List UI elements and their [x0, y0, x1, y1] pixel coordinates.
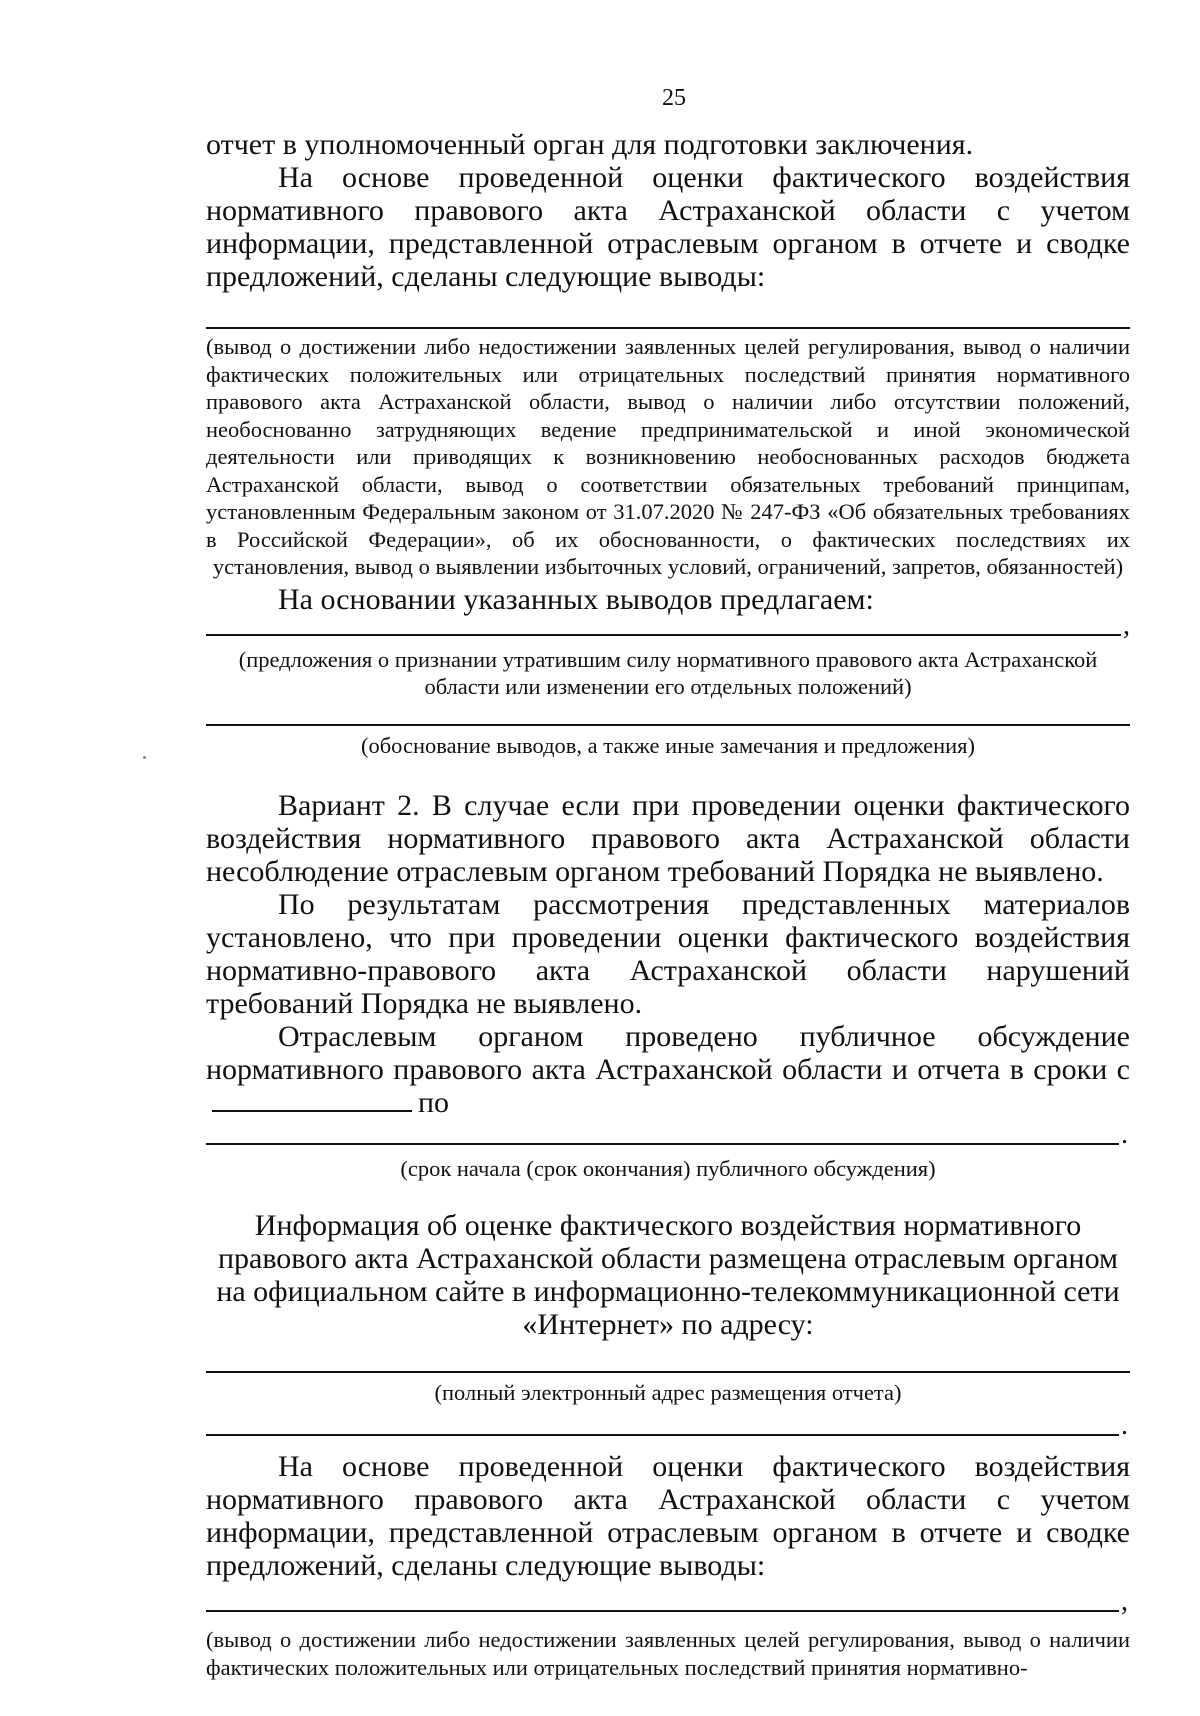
blank-line-justification	[206, 724, 1130, 726]
blank-line-conclusions	[206, 327, 1130, 329]
public-discussion-po: по	[418, 1086, 450, 1119]
blank-line-proposals-comma: ,	[1123, 609, 1130, 641]
blank-line-address	[206, 1371, 1130, 1373]
caption-justification: (обоснование выводов, а также иные замечания и предложения)	[360, 732, 976, 758]
page-number: 25	[662, 85, 686, 111]
page-content	[206, 128, 1130, 1681]
margin-speck	[143, 756, 146, 759]
blank-line-dates	[206, 1119, 1128, 1150]
blank-line-dates-rule	[206, 1143, 1119, 1145]
blank-line-proposals	[206, 609, 1130, 641]
blank-line-proposals-rule	[206, 634, 1121, 636]
blank-line-dates-period: .	[1121, 1119, 1128, 1150]
public-discussion-text: Отраслевым органом проведено публичное обсуждение нормативного правового акта Астраханской области и отчета в сроки с	[206, 1020, 1130, 1086]
blank-line-conclusions-2	[206, 1586, 1128, 1617]
paragraph-info-placement: Информация об оценке фактического воздействия нормативного правового акта Астраханской области размещена отраслевым органом на официальном сайте в информационно-телекоммуникационной сети «Интернет» по адресу:	[216, 1208, 1120, 1341]
caption-address: (полный электронный адрес размещения отчета)	[434, 1379, 902, 1405]
blank-line-address-2-rule	[206, 1434, 1119, 1436]
paragraph-conclusions-intro-2: На основе проведенной оценки фактического воздействия нормативного правового акта Астраханской области с учетом информации, представленной отраслевым органом в отчете и сводке предложений, сделаны следующие выводы:	[206, 1450, 1130, 1582]
paragraph-proposals-intro: На основании указанных выводов предлагаем:	[278, 582, 874, 616]
caption-conclusions: (вывод о достижении либо недостижении заявленных целей регулирования, вывод о наличии фактических положительных или отрицательных последствий принятия нормативного правового акта Астраханской области, вывод о наличии либо отсутствии положений, необоснованно затрудняющих ведение предпринимательской и иной экономической деятельности или приводящих к возникновению необоснованных расходов бюджета Астраханской области, вывод о соответствии обязательных требований принципам, установленным Федеральным законом от 31.07.2020 № 247-ФЗ «Об обязательных требованиях в Российской Федерации», об их обоснованности, о фактических последствиях их установления, вывод о выявлении избыточных условий, ограничений, запретов, обязанностей)	[206, 334, 1130, 579]
caption-dates: (срок начала (срок окончания) публичного обсуждения)	[400, 1156, 936, 1181]
blank-date-start	[212, 1086, 412, 1112]
paragraph-variant-2: Вариант 2. В случае если при проведении оценки фактического воздействия нормативного правового акта Астраханской области несоблюдение отраслевым органом требований Порядка не выявлено.	[206, 789, 1130, 888]
caption-conclusions-2: (вывод о достижении либо недостижении заявленных целей регулирования, вывод о наличии фактических положительных или отрицательных последствий принятия нормативно-	[206, 1627, 1130, 1680]
blank-line-address-2-period: .	[1121, 1410, 1128, 1441]
paragraph-conclusions-intro: На основе проведенной оценки фактического воздействия нормативного правового акта Астраханской области с учетом информации, представленной отраслевым органом в отчете и сводке предложений, сделаны следующие выводы:	[206, 161, 1130, 293]
paragraph-review-results: По результатам рассмотрения представленных материалов установлено, что при проведении оценки фактического воздействия нормативно-правового акта Астраханской области нарушений требований Порядка не выявлено.	[206, 888, 1130, 1020]
blank-line-conclusions-2-rule	[206, 1610, 1119, 1612]
paragraph-report-to-authority: отчет в уполномоченный орган для подготовки заключения.	[206, 128, 974, 161]
paragraph-public-discussion	[206, 1020, 1130, 1119]
blank-line-address-2	[206, 1410, 1128, 1441]
blank-line-conclusions-2-comma: ,	[1121, 1586, 1128, 1617]
caption-proposals: (предложения о признании утратившим силу нормативного правового акта Астраханской области или изменении его отдельных положений)	[238, 646, 1098, 699]
